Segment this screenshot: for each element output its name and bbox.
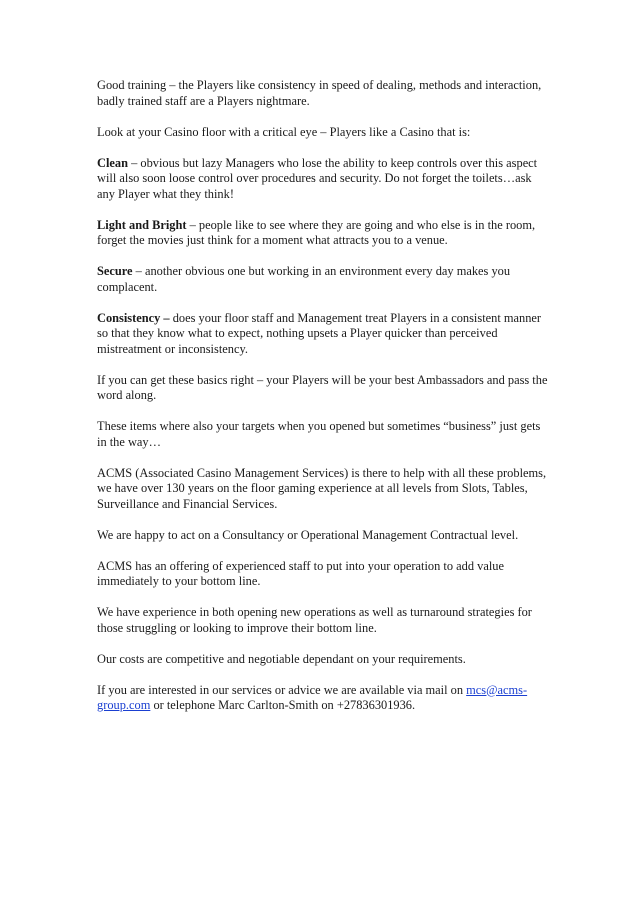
paragraph-lead: Secure (97, 264, 133, 278)
email-link[interactable]: mcs@acms-group.com (97, 682, 528, 712)
document-page (97, 78, 552, 729)
paragraph-text: Our costs are competitive and negotiable dependant on your requirements. (97, 651, 466, 666)
paragraph-casino-floor (97, 125, 552, 141)
paragraph-staff-offering (97, 559, 552, 590)
paragraph-lead: Light and Bright (97, 217, 187, 232)
paragraph-acms-intro (97, 466, 552, 513)
paragraph-light-and-bright (97, 218, 552, 249)
paragraph-text: ACMS (Associated Casino Management Services) is there to help with all these problems, we have over 130 years on the floor gaming experience at all levels from Slots, Tables, Surveillance and Financial Services. (97, 465, 547, 511)
paragraph-lead: Consistency – (97, 310, 170, 325)
paragraph-costs (97, 652, 552, 668)
paragraph-text: Look at your Casino floor with a critical eye – Players like a Casino that is: (97, 124, 471, 139)
paragraph-good-training (97, 78, 552, 109)
paragraph-experience (97, 605, 552, 636)
paragraph-text: We have experience in both opening new operations as well as turnaround strategies for those struggling or looking to improve their bottom line. (97, 605, 532, 635)
paragraph-text: Good training – the Players like consistency in speed of dealing, methods and interaction, badly trained staff are a Players nightmare. (97, 78, 542, 108)
paragraph-contact (97, 683, 552, 714)
paragraph-text: We are happy to act on a Consultancy or Operational Management Contractual level. (97, 527, 519, 542)
contact-intro: If you are interested in our services or advice we are available via mail on (97, 682, 467, 697)
paragraph-secure (97, 264, 552, 295)
paragraph-text: These items where also your targets when you opened but sometimes “business” just gets in the way… (97, 419, 541, 449)
paragraph-text: does your floor staff and Management treat Players in a consistent manner so that they know what to expect, nothing upsets a Player quicker than perceived mistreatment or inconsistency. (97, 310, 542, 356)
paragraph-text: – another obvious one but working in an environment every day makes you complacent. (97, 264, 511, 294)
paragraph-consistency (97, 311, 552, 358)
paragraph-consultancy (97, 528, 552, 544)
paragraph-text: ACMS has an offering of experienced staff to put into your operation to add value immediately to your bottom line. (97, 558, 504, 588)
paragraph-text: – people like to see where they are going and who else is in the room, forget the movies just think for a moment what attracts you to a venue. (97, 217, 536, 247)
contact-outro: or telephone Marc Carlton-Smith on +27836301936. (150, 698, 416, 712)
paragraph-text: – obvious but lazy Managers who lose the ability to keep controls over this aspect will also soon loose control over procedures and security. Do not forget the toilets…ask any Player what they think! (97, 155, 538, 201)
paragraph-basics (97, 373, 552, 404)
paragraph-targets (97, 419, 552, 450)
paragraph-clean (97, 156, 552, 203)
paragraph-lead: Clean (97, 155, 128, 170)
paragraph-text: If you can get these basics right – your Players will be your best Ambassadors and pass the word along. (97, 372, 548, 402)
